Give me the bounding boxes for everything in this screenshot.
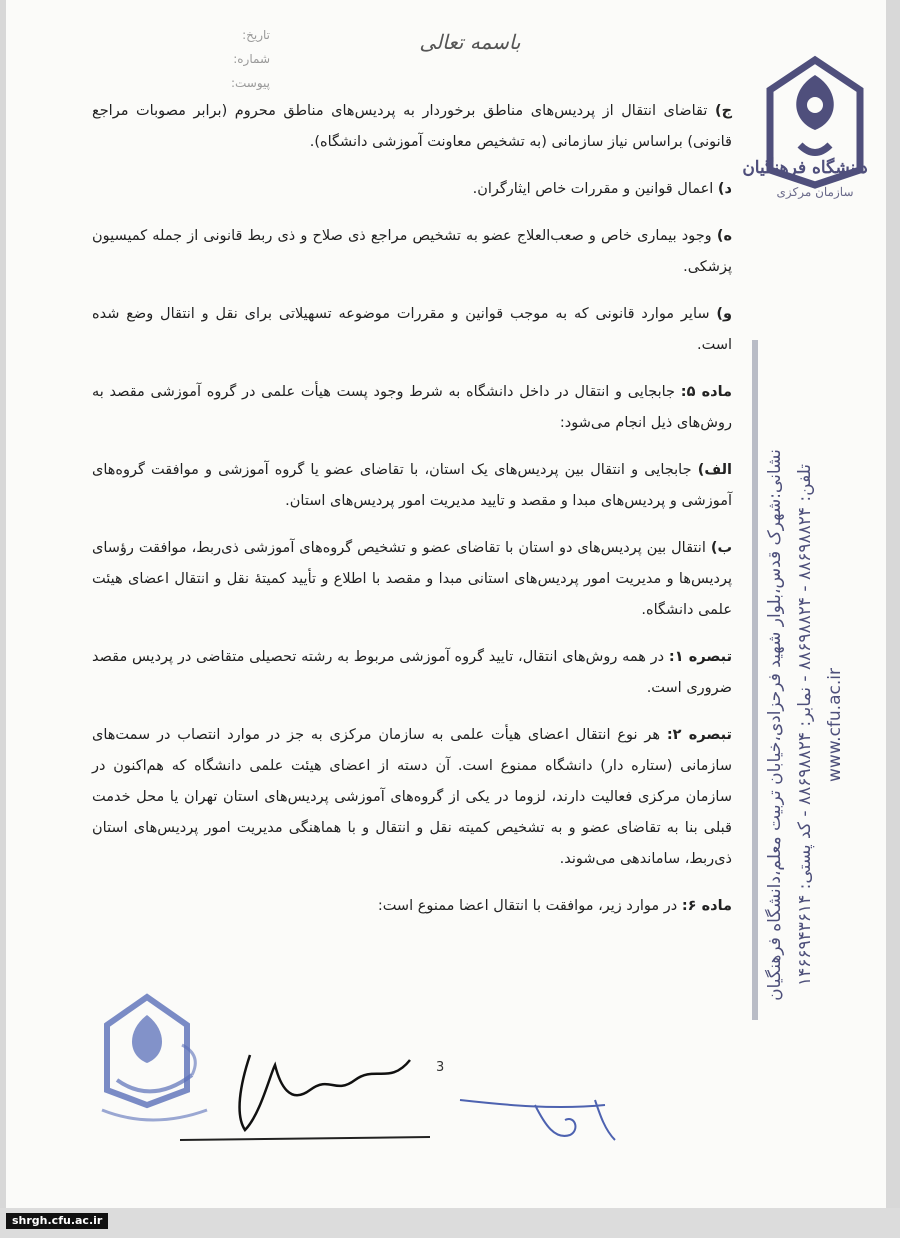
- contact-address: نشانی:شهرک قدس،بلوار شهید فرحزادی،خیابان تربیت معلم،دانشگاه فرهنگیان: [765, 449, 785, 1001]
- contact-phone: تلفن: ۸۸۶۹۸۸۲۴ - ۸۸۶۹۸۸۲۴ - نمابر: ۸۸۶۹۸۸۲۴ - کد پستی: ۱۴۶۶۹۴۳۶۱۴: [795, 463, 815, 987]
- header-title: باسمه تعالی: [419, 30, 521, 54]
- signature-right-icon: [455, 1085, 645, 1155]
- article-5: ماده ۵: جابجایی و انتقال در داخل دانشگاه به شرط وجود پست هیأت علمی در گروه آموزشی مقصد به روش‌های ذیل انجام می‌شود:: [92, 384, 733, 431]
- logo-name: دانشگاه فرهنگیان: [742, 158, 868, 178]
- article-5-alef: الف) جابجایی و انتقال بین پردیس‌های یک استان، با تقاضای عضو یا گروه آموزشی و موافقت گروه‌های آموزشی و پردیس‌های مبدا و مقصد و تایید مدیریت امور پردیس‌های استان.: [92, 462, 732, 509]
- scan-footer-strip: [0, 1208, 900, 1238]
- article-5-be: ب) انتقال بین پردیس‌های دو استان با تقاضای عضو و تشخیص گروه‌های آموزشی ذی‌ربط، موافقت رؤسای پردیس‌ها و مدیریت امور پردیس‌های استانی مبدا و مقصد با اطلاع و تأیید کمیتهٔ نقل و انتقال اعضای هیئت علمی دانشگاه.: [92, 540, 733, 618]
- clause-j: ج) تقاضای انتقال از پردیس‌های مناطق برخوردار به پردیس‌های مناطق محروم (برابر مصوبات مراجع قانونی) براساس نیاز سازمانی (به تشخیص معاونت آموزشی دانشگاه).: [92, 103, 733, 150]
- clause-h: ه) وجود بیماری خاص و صعب‌العلاج عضو به تشخیص مراجع ذی صلاح و ذی ربط قانونی از جمله کمیسیون پزشکی.: [92, 228, 732, 275]
- number-label: شماره:: [233, 52, 270, 66]
- clause-v: و) سایر موارد قانونی که به موجب قوانین و مقررات موضوعه تسهیلاتی برای نقل و انتقال وضع شده است.: [92, 306, 732, 353]
- logo-subtitle: سازمان مرکزی: [776, 185, 854, 199]
- clause-d: د) اعمال قوانین و مقررات خاص ایثارگران.: [472, 181, 732, 197]
- note-1: تبصره ۱: در همه روش‌های انتقال، تایید گروه آموزشی مربوط به رشته تحصیلی متقاضی در پردیس مقصد ضروری است.: [92, 649, 733, 696]
- note-2: تبصره ۲: هر نوع انتقال اعضای هیأت علمی به سازمان مرکزی به جز در موارد انتصاب در سمت‌های سازمانی (ستاره دار) دانشگاه ممنوع است. آن دسته از اعضای هیئت علمی دانشگاه که هم‌اکنون در سازمان مرکزی فعالیت دارند، لزوما در یکی از گروه‌های آموزشی پردیس‌های استان تهران یا محل خدمت قبلی بنا به تقاضای عضو و به تشخیص کمیته نقل و انتقال و با هماهنگی مدیریت امور پردیس‌های استان ذی‌ربط، ساماندهی می‌شوند.: [92, 727, 733, 867]
- attachment-label: پیوست:: [230, 76, 270, 90]
- sidebar-rule: [752, 340, 758, 1020]
- signature-left-icon: [180, 1035, 440, 1145]
- date-label: تاریخ:: [242, 28, 270, 42]
- document-body: [92, 96, 732, 922]
- site-tag[interactable]: shrgh.cfu.ac.ir: [6, 1213, 108, 1229]
- page-number: 3: [436, 1060, 445, 1075]
- contact-website[interactable]: www.cfu.ac.ir: [825, 668, 845, 782]
- article-6: ماده ۶: در موارد زیر، موافقت با انتقال اعضا ممنوع است:: [377, 898, 732, 914]
